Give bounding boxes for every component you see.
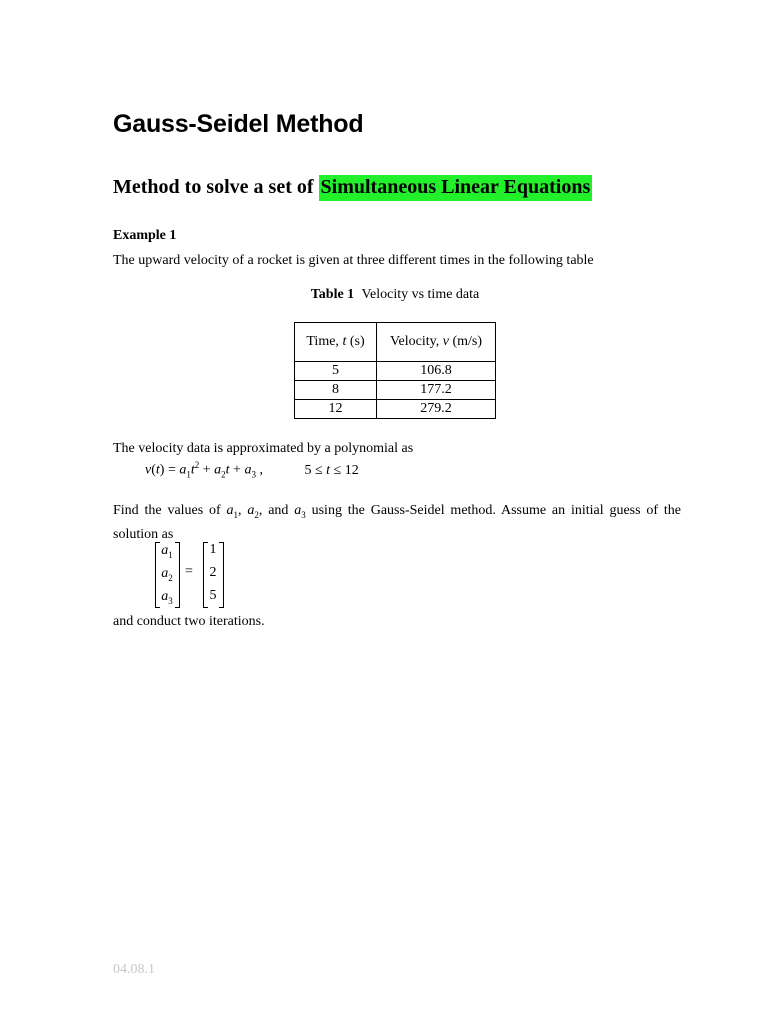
table-row: [295, 362, 496, 381]
domain-range: 5 ≤ t ≤ 12: [304, 462, 359, 478]
header-velocity-label: Velocity,: [389, 334, 443, 349]
table-row: [295, 381, 496, 400]
cell-time: 5: [295, 362, 377, 381]
page-title: Gauss-Seidel Method: [113, 110, 364, 138]
polynomial-equation: $v(t) = a_1t^2 + a_2t + a_3$ , 5 ≤ t ≤ 12: [145, 460, 359, 480]
approx-paragraph: The velocity data is approximated by a polynomial as: [113, 441, 414, 456]
conclusion-paragraph: and conduct two iterations.: [113, 614, 265, 629]
find-text-end: using the Gauss-Seidel method. Assume an initial guess of the solution as: [113, 503, 682, 542]
subtitle-highlight: Simultaneous Linear Equations: [319, 175, 593, 201]
table-caption-text: Velocity vs time data: [361, 287, 480, 302]
subtitle-prefix: Method to solve a set of: [113, 176, 319, 198]
table-header-velocity: [377, 323, 496, 362]
header-velocity-unit: (m/s): [448, 334, 483, 349]
find-text-start: Find the values of: [113, 503, 227, 518]
guess-a3: 5: [209, 588, 217, 603]
table-header-row: [295, 323, 496, 362]
table-caption-label: Table 1: [310, 287, 355, 302]
header-velocity-var: v: [442, 334, 449, 349]
cell-time: 8: [295, 381, 377, 400]
guess-a2: 2: [209, 565, 217, 580]
guess-a1: 1: [209, 542, 217, 557]
table-row: [295, 400, 496, 419]
header-time-label: Time,: [306, 334, 343, 349]
cell-velocity: 106.8: [377, 362, 496, 381]
section-subtitle: [113, 176, 592, 199]
table-header-time: [295, 323, 377, 362]
cell-velocity: 177.2: [377, 381, 496, 400]
page-number: 04.08.1: [113, 962, 155, 977]
example-heading: Example 1: [113, 228, 177, 243]
header-time-unit: (s): [346, 334, 365, 349]
intro-paragraph: The upward velocity of a rocket is given at three different times in the following table: [113, 253, 594, 268]
table-caption: [0, 287, 768, 303]
cell-velocity: 279.2: [377, 400, 496, 419]
header-time-var: t: [342, 334, 347, 349]
find-paragraph: Find the values of $a_1$, $a_2$, and $a_3$ using the Gauss-Seidel method. Assume an initial guess of the solution as: [113, 503, 682, 542]
cell-time: 12: [295, 400, 377, 419]
velocity-table: [294, 322, 496, 419]
